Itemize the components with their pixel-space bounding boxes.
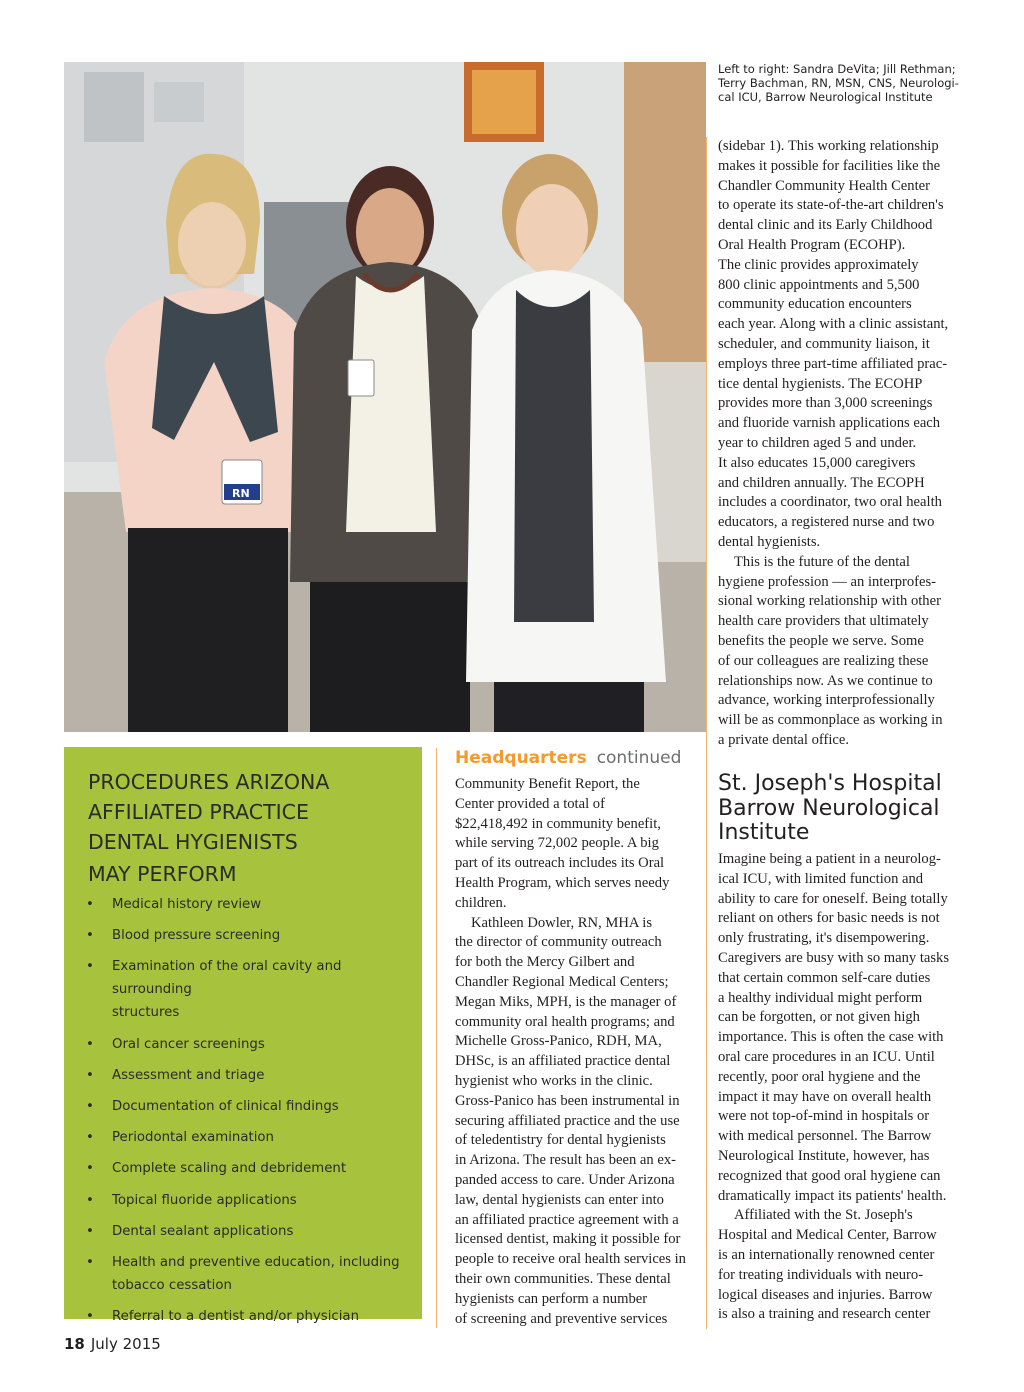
body-line: $22,418,492 in community benefit, [455, 815, 661, 832]
column-divider-right [706, 137, 707, 1329]
caption-line: cal ICU, Barrow Neurological Institute [718, 90, 933, 104]
bullet-icon: • [86, 1130, 94, 1146]
body-line: includes a coordinator, two oral health [718, 494, 942, 511]
person-middle-badge [348, 360, 374, 396]
page-number: 18 [64, 1335, 85, 1353]
bullet-icon: • [86, 1036, 94, 1052]
list-item [86, 1220, 406, 1243]
bullet-icon: • [86, 1067, 94, 1083]
middle-column [455, 775, 700, 1329]
photo-monitor [84, 72, 144, 142]
body-line: dental clinic and its Early Childhood [718, 217, 933, 234]
body-line: licensed dentist, making it possible for [455, 1231, 681, 1248]
sidebar-title-line: DENTAL HYGIENISTS [88, 830, 298, 854]
person-left-pants [128, 528, 288, 732]
body-line: Hospital and Medical Center, Barrow [718, 1227, 937, 1244]
person-middle-pants [310, 582, 470, 732]
body-line: Neurological Institute, however, has [718, 1147, 930, 1164]
body-line: each year. Along with a clinic assistant, [718, 316, 949, 333]
list-item-text-cont: structures [112, 1005, 180, 1021]
body-line: part of its outreach includes its Oral [455, 855, 665, 872]
list-item-text: Assessment and triage [112, 1067, 265, 1083]
body-line: community education encounters [718, 296, 912, 313]
photo-cabinet [624, 62, 706, 362]
photo-illustration [64, 62, 706, 732]
sidebar-title-line: AFFILIATED PRACTICE [88, 800, 309, 824]
body-line: hygiene profession — an interprofes- [718, 573, 937, 590]
list-item-text: Topical fluoride applications [112, 1192, 297, 1208]
bullet-icon: • [86, 1223, 94, 1239]
bullet-icon: • [86, 1192, 94, 1208]
body-line: hygienists can perform a number [455, 1290, 648, 1307]
body-line: and fluoride varnish applications each [718, 415, 941, 432]
body-line: year to children aged 5 and under. [718, 434, 917, 451]
list-item [86, 1095, 406, 1118]
procedures-list [86, 893, 406, 1336]
body-line: tice dental hygienists. The ECOHP [718, 375, 923, 392]
body-line: DHSc, is an affiliated practice dental [455, 1053, 671, 1070]
body-line: The clinic provides approximately [718, 256, 919, 273]
person-left-face [178, 202, 246, 286]
body-line: Health Program, which serves needy [455, 874, 670, 891]
body-line: ical ICU, with limited function and [718, 870, 924, 887]
section-heading-line: Institute [718, 820, 810, 845]
body-line: educators, a registered nurse and two [718, 514, 935, 531]
body-line: for both the Mercy Gilbert and [455, 954, 635, 971]
list-item [86, 955, 406, 1024]
section-heading-line: Barrow Neurological [718, 795, 940, 821]
bullet-icon: • [86, 1161, 94, 1177]
list-item-text: Medical history review [112, 897, 262, 912]
body-line: Kathleen Dowler, RN, MHA is [471, 914, 653, 931]
list-item [86, 1251, 406, 1297]
bullet-icon: • [86, 959, 94, 975]
body-line: while serving 72,002 people. A big [455, 835, 659, 852]
section-heading-line: St. Joseph's Hospital [718, 771, 942, 796]
body-line: Chandler Regional Medical Centers; [455, 973, 669, 990]
list-item-text: Oral cancer screenings [112, 1036, 265, 1052]
right-column-bottom [718, 850, 968, 1325]
body-line: dramatically impact its patients' health. [718, 1187, 947, 1204]
body-line: employs three part-time affiliated prac- [718, 355, 948, 372]
list-item [86, 893, 406, 916]
body-line: is an internationally renowned center [718, 1246, 935, 1263]
body-line: advance, working interprofessionally [718, 692, 935, 709]
body-line: for treating individuals with neuro- [718, 1266, 924, 1283]
body-line: oral care procedures in an ICU. Until [718, 1048, 935, 1065]
photo-painting-inner [472, 70, 536, 134]
list-item-text: Referral to a dentist and/or physician [112, 1309, 359, 1325]
list-item [86, 1305, 406, 1328]
body-line: securing affiliated practice and the use [455, 1112, 680, 1129]
body-line: provides more than 3,000 screenings [718, 395, 933, 412]
issue-date: July 2015 [90, 1335, 161, 1353]
body-line: Gross-Panico has been instrumental in [455, 1092, 680, 1109]
body-line: Imagine being a patient in a neurolog- [718, 851, 941, 867]
list-item [86, 1189, 406, 1212]
body-line: to operate its state-of-the-art children's [718, 197, 944, 214]
caption-line: Left to right: Sandra DeVita; Jill Rethman; [718, 62, 956, 76]
body-line: logical diseases and injuries. Barrow [718, 1286, 933, 1303]
body-line: were not top-of-mind in hospitals or [718, 1108, 930, 1125]
list-item-text: Health and preventive education, including [112, 1254, 400, 1270]
body-line: the director of community outreach [455, 934, 662, 951]
body-line: impact it may have on overall health [718, 1088, 932, 1105]
photo-caption [718, 62, 968, 104]
list-item [86, 1033, 406, 1056]
body-line: Michelle Gross-Panico, RDH, MA, [455, 1033, 662, 1050]
bullet-icon: • [86, 928, 94, 944]
body-line: of teledentistry for dental hygienists [455, 1132, 666, 1149]
body-line: Megan Miks, MPH, is the manager of [455, 993, 677, 1010]
body-line: relationships now. As we continue to [718, 672, 933, 689]
body-line: will be as commonplace as working in [718, 712, 943, 729]
body-line: their own communities. These dental [455, 1270, 671, 1287]
body-line: community oral health programs; and [455, 1013, 675, 1030]
barrow-coat-logo: BARROW [532, 363, 587, 390]
group-photo [64, 62, 706, 732]
body-line: Caregivers are busy with so many tasks [718, 949, 950, 966]
person-right-pants [494, 682, 644, 732]
body-line: (sidebar 1). This working relationship [718, 138, 939, 154]
body-line: people to receive oral health services in [455, 1251, 686, 1268]
body-line: a private dental office. [718, 731, 850, 748]
sidebar-title-line: PROCEDURES ARIZONA [88, 770, 330, 794]
body-line: recognized that good oral hygiene can [718, 1167, 941, 1184]
person-right-face [516, 184, 588, 276]
body-line: of screening and preventive services [455, 1310, 668, 1327]
bullet-icon: • [86, 1309, 94, 1325]
list-item-text: Complete scaling and debridement [112, 1161, 347, 1177]
body-line: benefits the people we serve. Some [718, 632, 924, 649]
body-line: 800 clinic appointments and 5,500 [718, 276, 920, 293]
body-line: Community Benefit Report, the [455, 776, 640, 792]
body-line: recently, poor oral hygiene and the [718, 1068, 921, 1085]
body-line: Oral Health Program (ECOHP). [718, 236, 906, 253]
section-heading-st-josephs [718, 772, 978, 846]
bullet-icon: • [86, 1254, 94, 1270]
body-line: It also educates 15,000 caregivers [718, 454, 916, 471]
person-right-scrubs [514, 290, 594, 622]
body-line: makes it possible for facilities like the [718, 157, 941, 174]
body-line: Chandler Community Health Center [718, 177, 930, 194]
list-item-text: Periodontal examination [112, 1130, 274, 1146]
body-line: children. [455, 894, 507, 911]
body-line: Center provided a total of [455, 795, 605, 812]
list-item-text: Documentation of clinical findings [112, 1098, 339, 1114]
right-column-top [718, 137, 968, 751]
body-line: sional working relationship with other [718, 593, 941, 610]
page-footer [64, 1334, 161, 1354]
body-line: that certain common self-care duties [718, 969, 931, 986]
body-line: ability to care for oneself. Being totally [718, 890, 948, 907]
body-line: hygienist who works in the clinic. [455, 1072, 653, 1089]
list-item-text-cont: tobacco cessation [112, 1277, 232, 1293]
continued-label: continued [596, 748, 682, 768]
sidebar-title-line: MAY PERFORM [88, 862, 237, 886]
body-line: Affiliated with the St. Joseph's [734, 1207, 913, 1224]
body-line: of our colleagues are realizing these [718, 652, 929, 669]
body-line: can be forgotten, or not given high [718, 1009, 920, 1026]
body-line: with medical personnel. The Barrow [718, 1128, 932, 1145]
list-item [86, 1064, 406, 1087]
bullet-icon: • [86, 1098, 94, 1114]
list-item [86, 1157, 406, 1180]
body-line: scheduler, and community liaison, it [718, 335, 930, 352]
body-line: importance. This is often the case with [718, 1029, 944, 1046]
caption-line: Terry Bachman, RN, MSN, CNS, Neurologi- [718, 76, 959, 90]
headquarters-heading [455, 747, 681, 769]
body-line: in Arizona. The result has been an ex- [455, 1152, 676, 1169]
body-line: is also a training and research center [718, 1306, 931, 1323]
body-line: and children annually. The ECOPH [718, 474, 925, 491]
column-divider-left [436, 748, 437, 1328]
headquarters-label: Headquarters [455, 748, 587, 768]
list-item-text: Dental sealant applications [112, 1223, 294, 1239]
person-middle-blouse [346, 276, 436, 532]
body-line: a healthy individual might perform [718, 989, 923, 1006]
list-item-text: Examination of the oral cavity and surrounding [112, 959, 342, 998]
body-line: law, dental hygienists can enter into [455, 1191, 664, 1208]
body-line: This is the future of the dental [734, 553, 910, 570]
list-item [86, 1126, 406, 1149]
sidebar-title [88, 767, 408, 889]
badge-rn-text: RN [232, 487, 250, 500]
body-line: health care providers that ultimately [718, 613, 929, 630]
body-line: only frustrating, it's disempowering. [718, 930, 930, 947]
photo-device [154, 82, 204, 122]
body-line: panded access to care. Under Arizona [455, 1171, 675, 1188]
procedures-sidebar [64, 747, 422, 1325]
list-item-text: Blood pressure screening [112, 928, 281, 944]
body-line: reliant on others for basic needs is not [718, 910, 940, 927]
bullet-icon: • [86, 897, 94, 912]
body-line: dental hygienists. [718, 533, 821, 550]
list-item [86, 924, 406, 947]
body-line: an affiliated practice agreement with a [455, 1211, 679, 1228]
